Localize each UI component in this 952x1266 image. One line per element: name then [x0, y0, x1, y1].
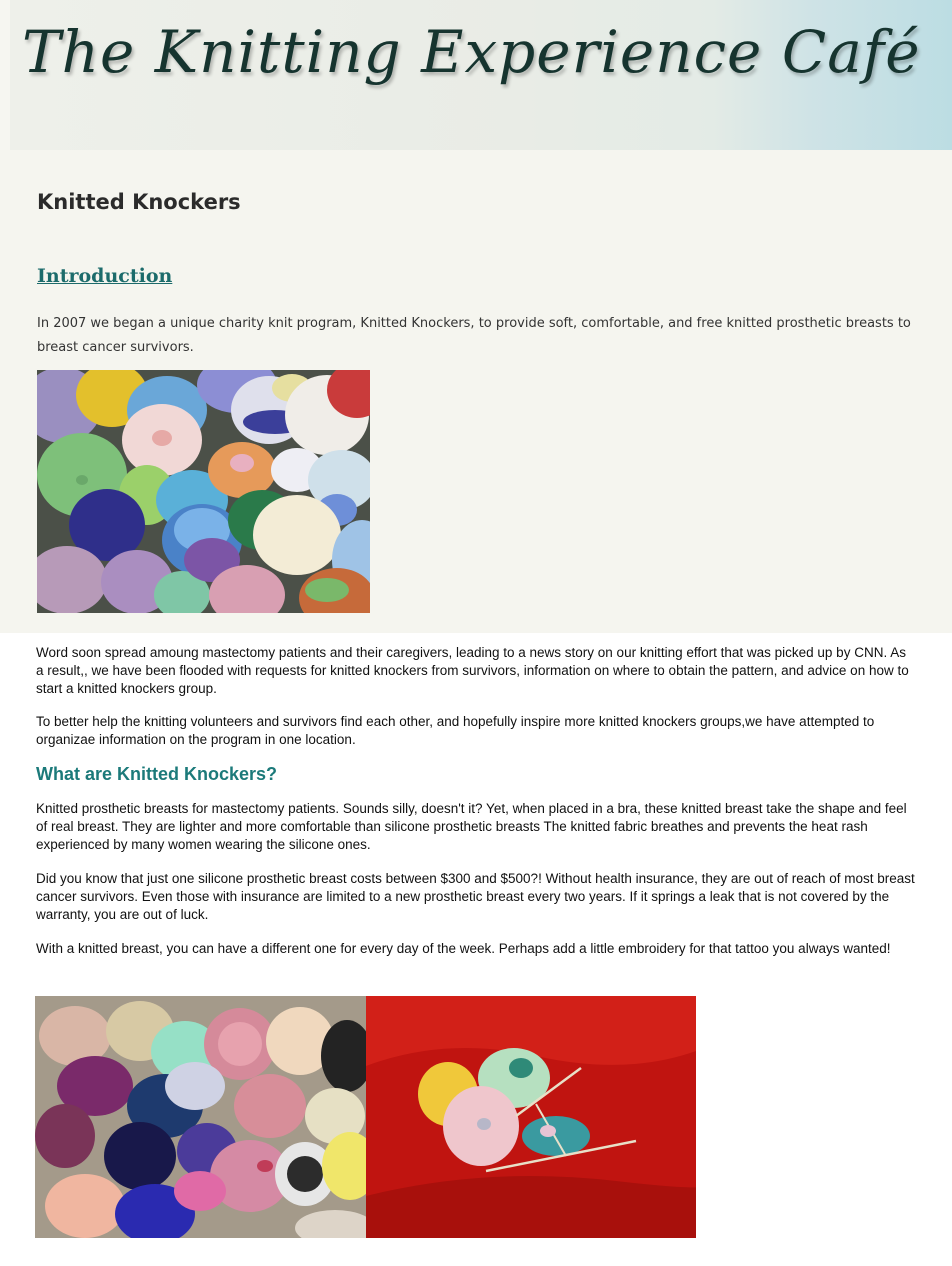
knockers-collection-photo [35, 996, 366, 1238]
paragraph-cost: Did you know that just one silicone prosthetic breast costs between $300 and $500?! Without health insurance, they are out of reach of most breast cancer survivors. Even those with insurance are limited to a new prosthetic breast every two years. If it springs a leak that is not covered by the warranty, you are out of luck. [36, 871, 915, 922]
paragraph-every-day: With a knitted breast, you can have a different one for every day of the week. Perhaps add a little embroidery for that tattoo you always wanted! [36, 941, 891, 956]
banner-edge [0, 0, 10, 150]
knitted-knockers-pile-photo [37, 370, 370, 613]
introduction-link[interactable]: Introduction [37, 265, 173, 287]
knockers-pile-illustration [37, 370, 370, 613]
intro-paragraph: In 2007 we began a unique charity knit program, Knitted Knockers, to provide soft, comfortable, and free knitted prosthetic breasts to breast cancer survivors. [37, 316, 911, 355]
paragraph-prosthetic: Knitted prosthetic breasts for mastectomy patients. Sounds silly, doesn't it? Yet, when placed in a bra, these knitted breast take the shape and feel of real breast. They are lighter and more comfortable than silicone prosthetic breasts The knitted fabric breathes and prevents the heat rash experienced by many women wearing the silicone ones. [36, 801, 907, 852]
knockers-couch-illustration [366, 996, 696, 1238]
paragraph-word-spread: Word soon spread amoung mastectomy patients and their caregivers, leading to a news story on our knitting effort that was picked up by CNN. As a result,, we have been flooded with requests for knitted knockers from survivors, information on where to obtain the pattern, and advice on how to start a knitted knockers group. [36, 645, 909, 696]
knockers-on-couch-photo [366, 996, 696, 1238]
header-banner [0, 0, 952, 150]
site-title: The Knitting Experience Café [22, 18, 921, 86]
paragraph-better-help: To better help the knitting volunteers and survivors find each other, and hopefully inspire more knitted knockers groups,we have attempted to organizae information on the program in one location. [36, 714, 875, 747]
knockers-collection-illustration [35, 996, 366, 1238]
page-title: Knitted Knockers [37, 190, 241, 214]
section-heading-what-are: What are Knitted Knockers? [36, 764, 278, 784]
